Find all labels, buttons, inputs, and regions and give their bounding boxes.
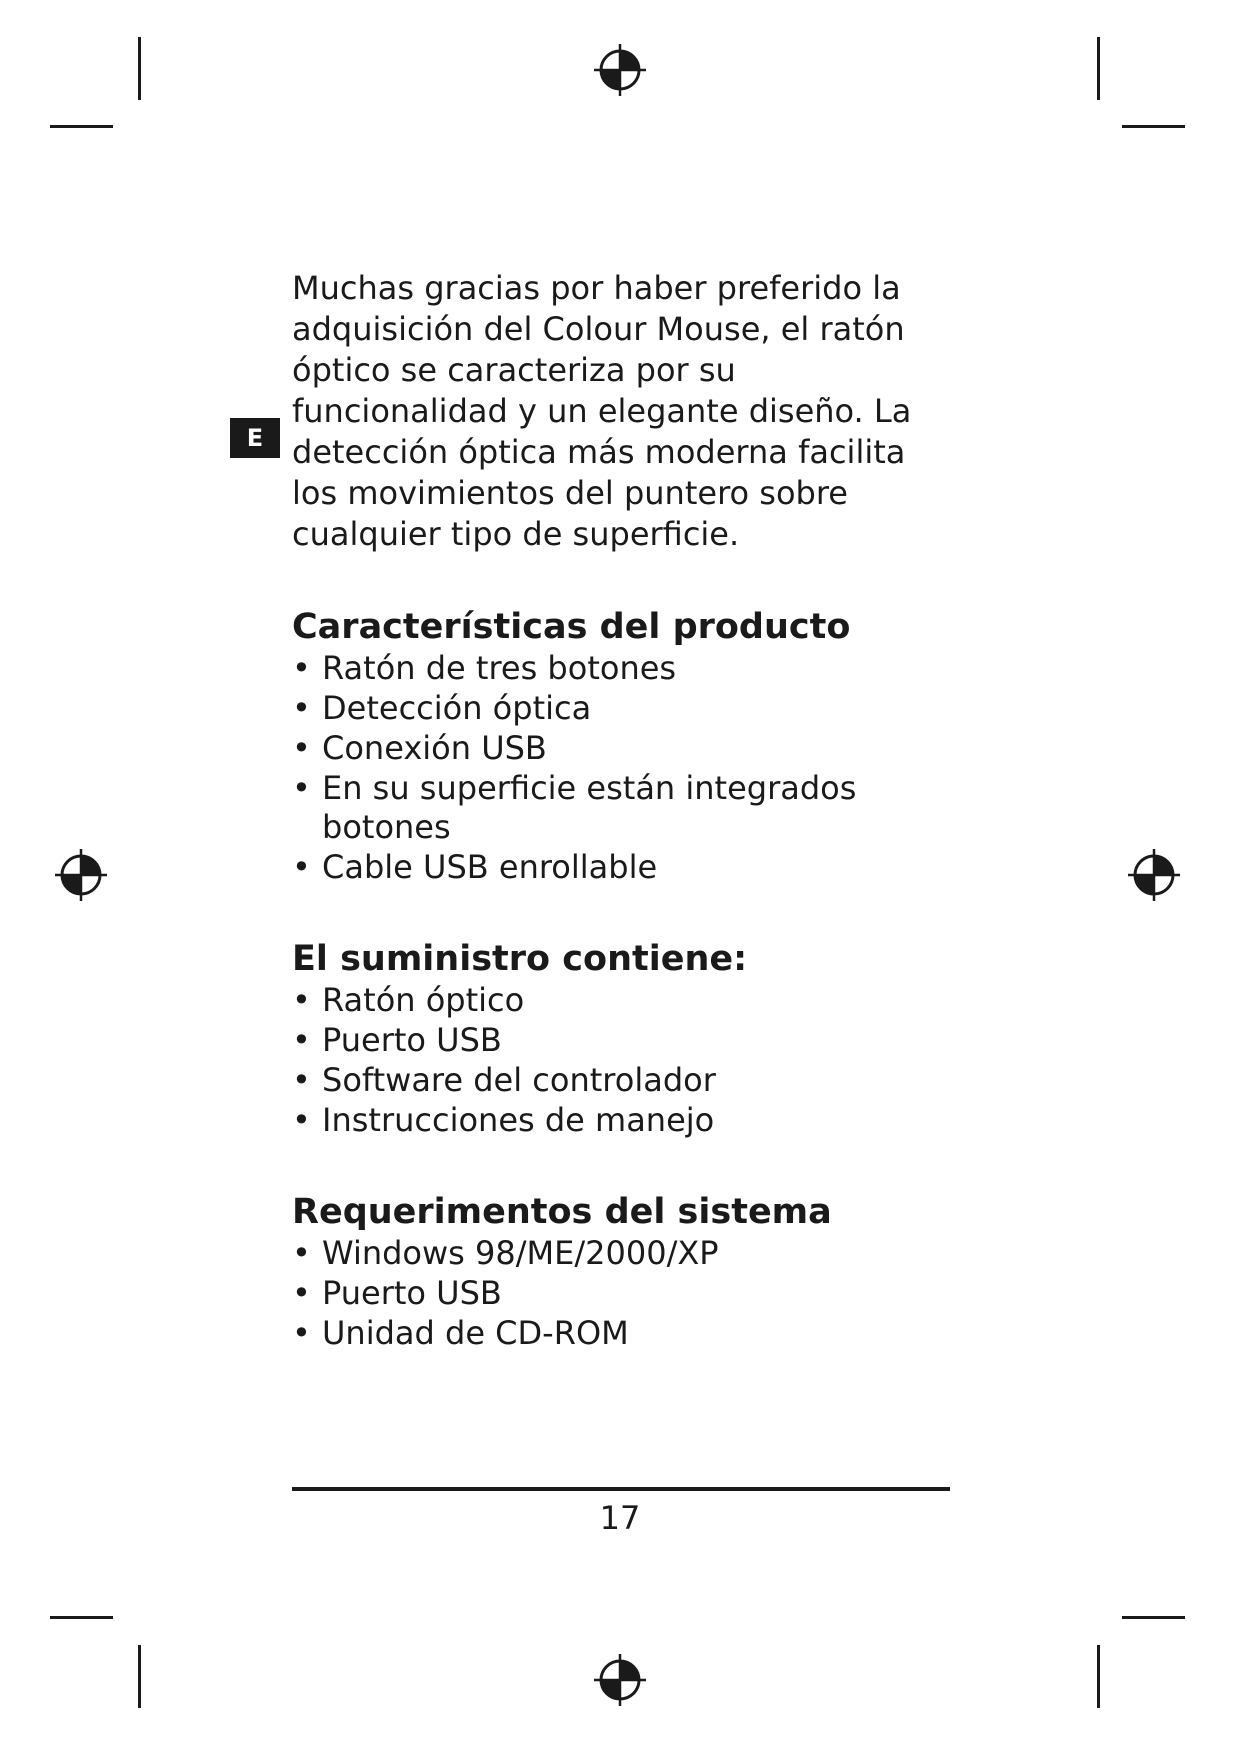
- registration-mark-right-icon: [1126, 847, 1182, 903]
- product-features-list: [292, 649, 972, 887]
- list-item: • Unidad de CD-ROM: [292, 1314, 972, 1353]
- list-item: • Cable USB enrollable: [292, 848, 972, 887]
- list-item: • Puerto USB: [292, 1274, 972, 1313]
- registration-mark-bottom-icon: [592, 1652, 648, 1708]
- list-item: • Ratón de tres botones: [292, 649, 972, 688]
- language-tab: E: [230, 418, 280, 458]
- list-item: • Puerto USB: [292, 1021, 972, 1060]
- crop-mark-top-left-vertical: [138, 37, 141, 100]
- list-item: • Instrucciones de manejo: [292, 1101, 972, 1140]
- list-item: • Software del controlador: [292, 1061, 972, 1100]
- list-item: • En su superficie están integrados botones: [292, 769, 972, 847]
- crop-mark-bottom-right-vertical: [1097, 1645, 1100, 1708]
- crop-mark-top-right-horizontal: [1122, 125, 1185, 128]
- crop-mark-top-right-vertical: [1097, 37, 1100, 100]
- list-item: • Conexión USB: [292, 729, 972, 768]
- intro-paragraph: Muchas gracias por haber preferido la adquisición del Colour Mouse, el ratón óptico se caracteriza por su funcionalidad y un elegante diseño. La detección óptica más moderna facilita los movimientos del puntero sobre cualquier tipo de superficie.: [292, 269, 912, 553]
- list-item: • Windows 98/ME/2000/XP: [292, 1234, 972, 1273]
- crop-mark-bottom-right-horizontal: [1122, 1616, 1185, 1619]
- registration-mark-top-icon: [592, 42, 648, 98]
- package-contents-list: [292, 981, 972, 1140]
- list-item: • Detección óptica: [292, 689, 972, 728]
- registration-mark-left-icon: [53, 847, 109, 903]
- section-title-product-features: Características del producto: [292, 607, 851, 647]
- crop-mark-bottom-left-vertical: [138, 1645, 141, 1708]
- page-content: [292, 268, 972, 1354]
- crop-mark-top-left-horizontal: [50, 125, 113, 128]
- footer-rule: [292, 1487, 950, 1491]
- system-requirements-list: [292, 1234, 972, 1353]
- list-item: • Ratón óptico: [292, 981, 972, 1020]
- section-title-system-requirements: Requerimentos del sistema: [292, 1192, 832, 1232]
- page-number: 17: [599, 1499, 641, 1537]
- section-title-package-contents: El suministro contiene:: [292, 939, 748, 979]
- crop-mark-bottom-left-horizontal: [50, 1616, 113, 1619]
